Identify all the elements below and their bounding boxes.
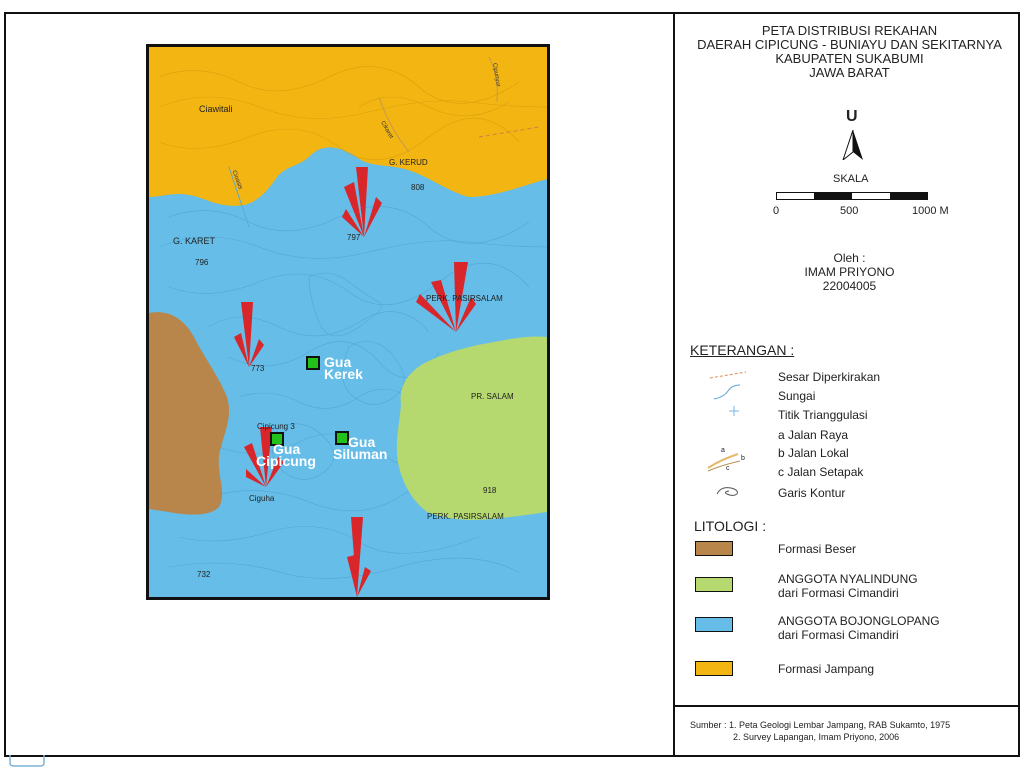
cave-label-line: Cipicung xyxy=(256,453,316,469)
river-symbol-icon xyxy=(712,384,742,402)
river-label: Cipunyur xyxy=(490,62,502,88)
scale-tick-1000: 1000 M xyxy=(912,205,949,217)
map-title xyxy=(675,24,1024,80)
author-name: IMAM PRIYONO xyxy=(804,265,895,279)
lithology-item-beser xyxy=(778,542,856,556)
place-label-ciguha: Ciguha xyxy=(249,494,275,503)
cave-label-line: Gua xyxy=(324,354,352,370)
lithology-formation: dari Formasi Cimandiri xyxy=(778,628,899,642)
road-letter-c: c xyxy=(726,465,730,472)
road-letter-b: b xyxy=(741,455,745,462)
title-line: DAERAH CIPICUNG - BUNIAYU DAN SEKITARNYA xyxy=(697,37,1002,52)
scale-tick-500: 500 xyxy=(840,205,859,217)
legend-item-contour: Garis Kontur xyxy=(778,486,846,500)
geologic-map xyxy=(146,44,550,600)
cave-label-siluman xyxy=(333,436,387,460)
legend-item-river: Sungai xyxy=(778,389,816,403)
place-label-ciawitali: Ciawitali xyxy=(199,104,233,114)
author-by: Oleh : xyxy=(833,251,866,265)
place-label-cipicung-3: Cipicung 3 xyxy=(257,422,295,431)
river-label: Cikaret xyxy=(379,120,394,140)
lithology-name: ANGGOTA BOJONGLOPANG xyxy=(778,614,940,628)
elevation-label: 797 xyxy=(347,233,361,242)
north-arrow-icon xyxy=(842,130,864,160)
elevation-label: 808 xyxy=(411,183,425,192)
source-divider xyxy=(675,705,1020,707)
cave-label-kerek xyxy=(324,356,363,380)
lithology-heading: LITOLOGI : xyxy=(694,518,767,534)
cave-label-line: Kerek xyxy=(324,366,363,382)
place-label-g-karet: G. KARET xyxy=(173,236,216,246)
north-letter: U xyxy=(846,108,858,125)
elevation-label: 918 xyxy=(483,486,497,495)
source-line: Sumber : 1. Peta Geologi Lembar Jampang, RAB Sukamto, 1975 xyxy=(690,720,951,730)
elevation-label: 732 xyxy=(197,570,211,579)
source-note xyxy=(690,719,950,743)
lithology-formation: dari Formasi Cimandiri xyxy=(778,586,899,600)
lithology-name: Formasi Jampang xyxy=(778,662,875,676)
corner-bracket-icon xyxy=(0,753,60,768)
swatch-formasi-jampang xyxy=(695,661,733,676)
lithology-item-bojonglopang xyxy=(778,614,940,642)
legend-item-triangulation: Titik Trianggulasi xyxy=(778,408,868,422)
contour-symbol-icon xyxy=(714,484,742,498)
elevation-label: 796 xyxy=(195,258,209,267)
title-line: KABUPATEN SUKABUMI xyxy=(775,51,924,66)
legend-item-footpath: c Jalan Setapak xyxy=(778,465,864,479)
fault-symbol-icon xyxy=(708,370,748,380)
cave-marker-kerek xyxy=(306,356,320,370)
legend-item-local-road: b Jalan Lokal xyxy=(778,446,849,460)
title-line: PETA DISTRIBUSI REKAHAN xyxy=(761,23,938,38)
scale-title: SKALA xyxy=(833,173,869,185)
swatch-bojonglopang xyxy=(695,617,733,632)
place-label-perk-pasirsalam: PERK. PASIRSALAM xyxy=(426,294,503,303)
triangulation-point-icon xyxy=(728,405,740,417)
title-line: JAWA BARAT xyxy=(809,65,890,80)
cave-label-line: Gua xyxy=(348,434,376,450)
road-letter-a: a xyxy=(721,447,725,454)
legend-item-fault: Sesar Diperkirakan xyxy=(778,370,881,384)
legend-item-main-road: a Jalan Raya xyxy=(778,428,849,442)
lithology-name: ANGGOTA NYALINDUNG xyxy=(778,572,918,586)
panel-divider xyxy=(673,12,675,757)
scale-bar xyxy=(776,192,928,202)
scale-tick-0: 0 xyxy=(773,205,780,217)
place-label-perk-pasirsalam: PERK. PASIRSALAM xyxy=(427,512,504,521)
cave-label-cipicung xyxy=(256,443,316,467)
elevation-label: 773 xyxy=(251,364,265,373)
swatch-nyalindung xyxy=(695,577,733,592)
author-block xyxy=(675,251,1024,293)
lithology-item-jampang xyxy=(778,662,874,676)
cave-label-line: Siluman xyxy=(333,446,388,462)
legend-heading: KETERANGAN : xyxy=(690,342,795,358)
cave-label-line: Gua xyxy=(273,441,301,457)
lithology-name: Formasi Beser xyxy=(778,542,857,556)
river-label: Cioasis xyxy=(230,169,244,191)
swatch-formasi-beser xyxy=(695,541,733,556)
place-label-pr-salam: PR. SALAM xyxy=(471,392,514,401)
place-label-g-kerud: G. KERUD xyxy=(389,158,428,167)
source-line: 2. Survey Lapangan, Imam Priyono, 2006 xyxy=(733,732,900,742)
lithology-item-nyalindung xyxy=(778,572,918,600)
author-id: 22004005 xyxy=(822,279,877,293)
